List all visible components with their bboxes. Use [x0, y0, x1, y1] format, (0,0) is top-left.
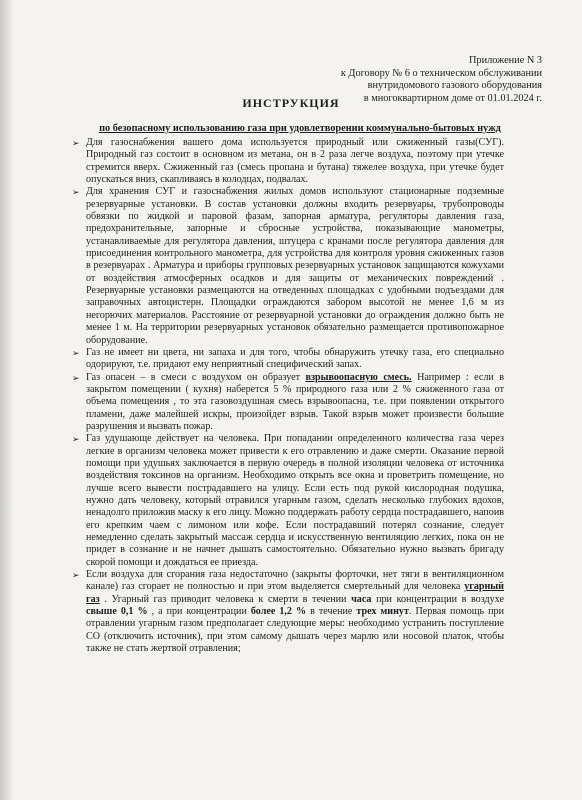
bold-term: более 1,2 % [250, 606, 307, 618]
header-line-1: Приложение N 3 [469, 55, 542, 66]
list-item [72, 186, 504, 346]
item-text [86, 372, 504, 434]
bold-term: часа [351, 593, 372, 605]
bold-term: трех минут [356, 606, 409, 618]
list-item [72, 347, 504, 372]
header-line-3: внутридомового газового оборудования [367, 80, 542, 91]
arrow-bullet-icon: ➢ [72, 570, 80, 581]
arrow-bullet-icon: ➢ [72, 138, 80, 148]
arrow-bullet-icon: ➢ [72, 434, 80, 445]
list-item [72, 137, 504, 186]
item-text [86, 569, 504, 655]
bold-term: свыше 0,1 % [86, 606, 148, 618]
list-item [72, 372, 504, 434]
item-text-part: , а при концентрации [147, 606, 251, 618]
item-text: Для газоснабжения вашего дома используется природный или сжиженный газы(СУГ). Природный газ состоит в основном из метана, он в 2 раза легче воздуха, поэтому при утечке стремится вверх. Сжиженный газ (смесь пропана и бутана) тяжелее воздуха, при утечке будет опускаться вниз, скапливаясь в колодцах, подвалах. [86, 137, 504, 186]
scan-shadow [0, 0, 14, 800]
carbon-monoxide-emphasis: угарный газ [86, 581, 504, 605]
instruction-list [72, 137, 504, 655]
item-text-part: при концентрации в воздухе [371, 593, 504, 605]
list-item [72, 569, 504, 655]
header-line-2: к Договору № 6 о техническом обслуживании [340, 67, 542, 79]
item-text: Для хранения СУГ и газоснабжения жилых домов используют стационарные подземные резервуарные установки. В состав установки должны входить резервуары, трубопроводы обвязки по жидкой и паровой фазам, запорная арматура, регуляторы давления газа, предохранительные, запорные и сбросные устройства, показывающие манометры, устанавливаемые для регулятора давления, штуцера с кранами после регулятора давления для присоединения контрольного манометра, для устройства для контроля уровня сжиженных газов в резервуарах . Арматура и приборы групповых резервуарных установок защищаются кожухами от воздействия атмосферных осадков и для защиты от механических повреждений . Резервуарные установки размещаются на отведенных площадках с удобными подъездами для заправочных автоцистерн. Площадки ограждаются забором высотой не менее 1,6 м из негорючих материалов. Расстояние от резервуарной установки до ограждения должно быть не менее 1 м. На территории резервуарных установок обязательно размещается противопожарное оборудование. [86, 186, 504, 346]
item-text-part: Если воздуха для сгорания газа недостаточно (закрыты форточки, нет тяги в вентиляционном канале) газ сгорает не полностью и при этом выделяется смертельный для человека [86, 569, 504, 593]
item-text-part: . Угарный газ приводит человека к смерти в течении [99, 593, 352, 605]
item-text-part: Например : если в закрытом помещении ( кухня) наберется 5 % природного газа или 2 % сжиженного газа от объема помещения , то эта газовоздушная смесь взрывоопасна, т.е. при появлении открытого пламени, даже малейшей искры, произойдет взрыв. Такой взрыв может произвести большие разрушения и вызвать пожар. [86, 371, 504, 432]
item-text: Газ удушающе действует на человека. При попадании определенного количества газа через легкие в организм человека может привести к его отравлению и даже смерти. Оказание первой помощи при удушьях заключается в первую очередь в полной изоляции человека от источника воздействия токсинов на организм. Необходимо открыть все окна и проветрить помещение, но лучше всего вывести пострадавшего на улицу. Если есть под рукой кислородная подушка, нужно дать человеку, который отравился угарным газом, сделать несколько глубоких вдохов, ненадолго приложив маску к его лицу. Можно поддержать работу сердца пострадавшего, напоив его крепким чаем с лимоном или кофе. Если пострадавший потерял сознание, следует немедленно сделать закрытый массаж сердца и искусственную вентиляцию легких, пока он не придет в сознание и не начнет дышать самостоятельно. Обязательно нужно вызвать бригаду скорой помощи и дождаться ее приезда. [86, 433, 504, 568]
document-subtitle: по безопасному использованию газа при удовлетворении коммунально-бытовых нужд [99, 123, 501, 134]
item-text-part: в течение [306, 606, 357, 618]
explosive-mixture-emphasis: взрывоопасную смесь. [305, 371, 412, 383]
item-text-part: Газ опасен – в смеси с воздухом он образует [86, 371, 306, 383]
item-text-part: . Первая помощь при отравлении угарным газом предполагает следующие меры: необходимо устранить поступление СО (отключить источник), при этом самому дышать через марлю или носовой платок, чтобы также не стать жертвой отравления; [86, 606, 504, 655]
arrow-bullet-icon: ➢ [72, 187, 80, 198]
arrow-bullet-icon: ➢ [72, 372, 80, 383]
item-text: Газ не имеет ни цвета, ни запаха и для того, чтобы обнаружить утечку газа, его специально одорируют, т.е. придают ему неприятный специфический запах. [86, 346, 504, 371]
arrow-bullet-icon: ➢ [72, 347, 80, 358]
document-title: ИНСТРУКЦИЯ [242, 96, 340, 110]
header-line-4: в многоквартирном доме от 01.01.2024 г. [363, 92, 542, 104]
list-item [72, 433, 504, 569]
